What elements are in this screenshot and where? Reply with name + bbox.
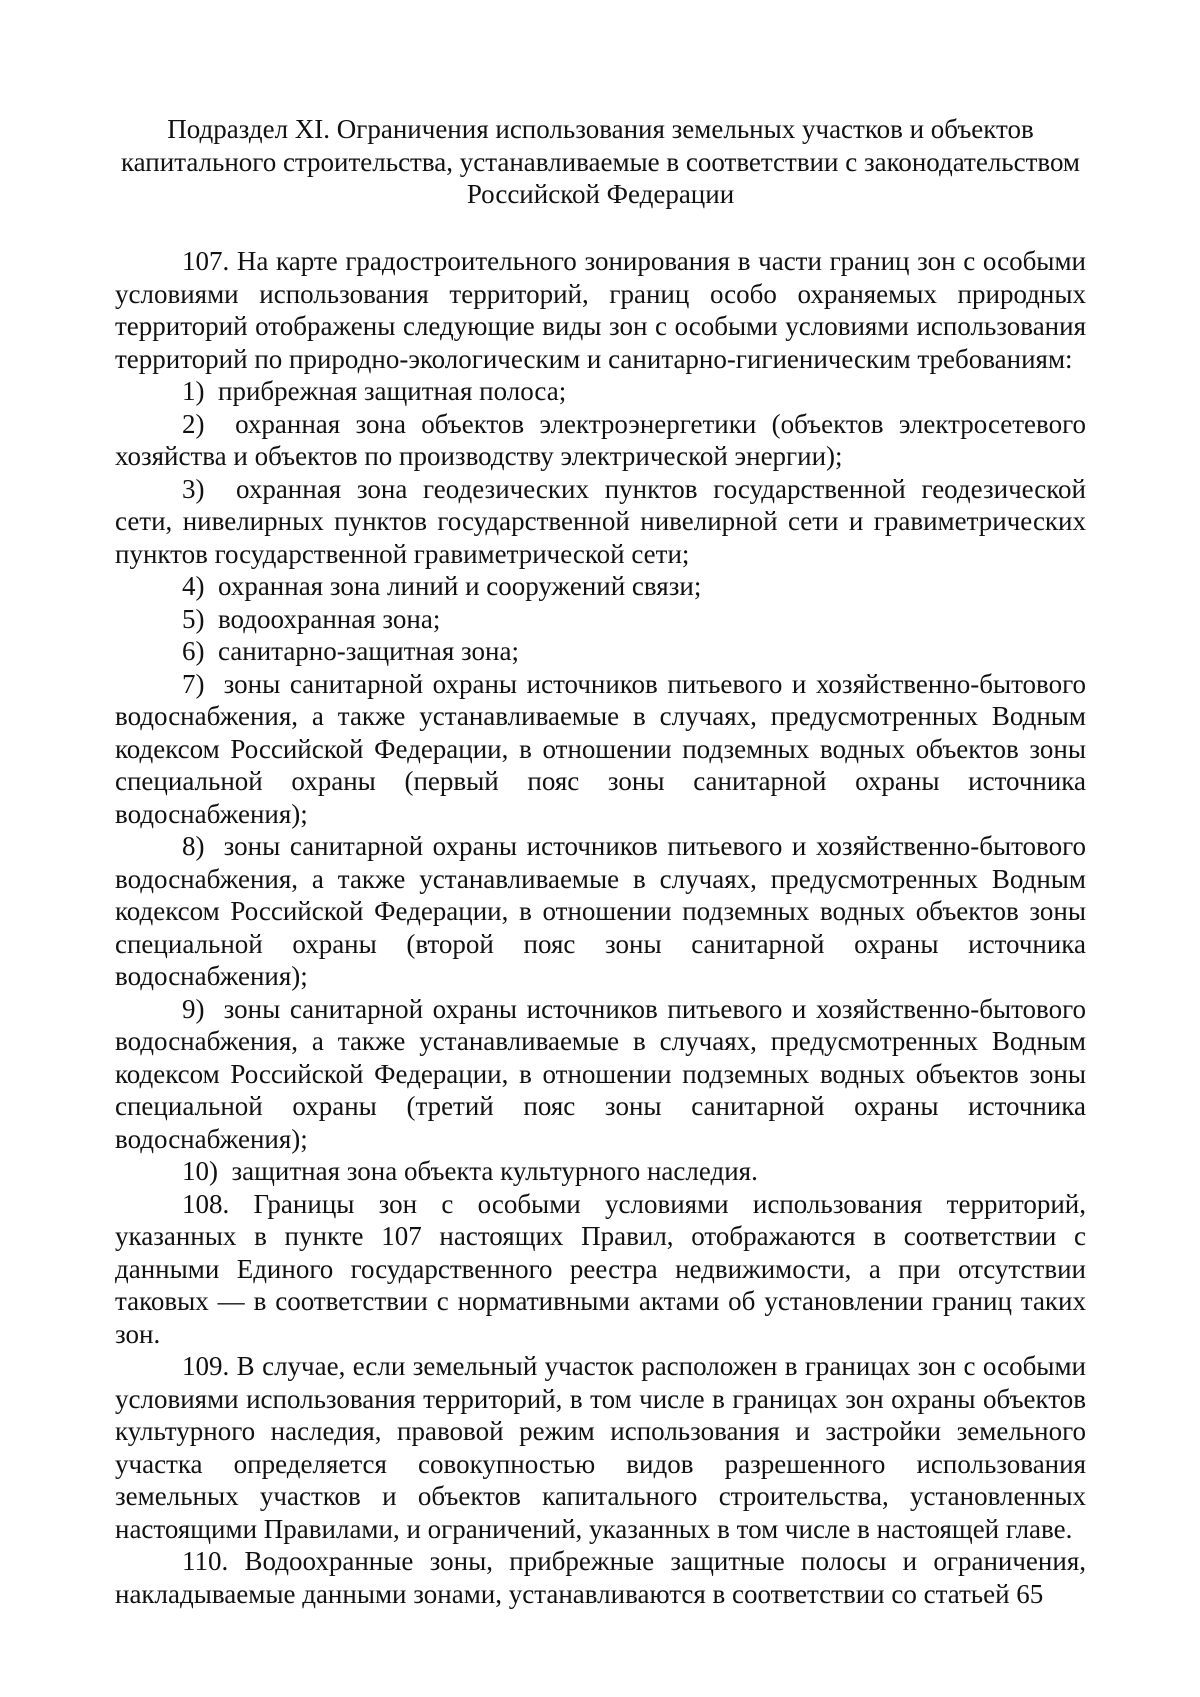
list-item-9: 9) зоны санитарной охраны источников питьевого и хозяйственно-бытового водоснабжения, а также устанавливаемые в случаях, предусмотренных Водным кодексом Российской Федерации, в отношении подземных водных объектов зоны специальной охраны (третий пояс зоны санитарной охраны источника водоснабжения); — [115, 993, 1086, 1154]
list-item-4: 4) охранная зона линий и сооружений связи; — [182, 571, 702, 601]
heading-line-2: капитального строительства, устанавливаемые в соответствии с законодательством — [120, 146, 1081, 177]
list-item-10: 10) защитная зона объекта культурного наследия. — [182, 1156, 758, 1186]
paragraph-108: 108. Границы зон с особыми условиями использования территорий, указанных в пункте 107 настоящих Правил, отображаются в соответствии с данными Единого государственного реестра недвижимости, а при отсутствии таковых — в соответствии с нормативными актами об установлении границ таких зон. — [115, 1188, 1086, 1349]
paragraph-107: 107. На карте градостроительного зонирования в части границ зон с особыми условиями использования территорий, границ особо охраняемых природных территорий отображены следующие виды зон с особыми условиями использования территорий по природно-экологическим и санитарно-гигиеническим требованиям: — [115, 246, 1086, 374]
list-item-6: 6) санитарно-защитная зона; — [182, 636, 519, 666]
list-item-8: 8) зоны санитарной охраны источников питьевого и хозяйственно-бытового водоснабжения, а также устанавливаемые в случаях, предусмотренных Водным кодексом Российской Федерации, в отношении подземных водных объектов зоны специальной охраны (второй пояс зоны санитарной охраны источника водоснабжения); — [115, 831, 1086, 991]
list-item-7: 7) зоны санитарной охраны источников питьевого и хозяйственно-бытового водоснабжения, а также устанавливаемые в случаях, предусмотренных Водным кодексом Российской Федерации, в отношении подземных водных объектов зоны специальной охраны (первый пояс зоны санитарной охраны источника водоснабжения); — [115, 668, 1086, 829]
list-item-2: 2) охранная зона объектов электроэнергетики (объектов электросетевого хозяйства и объектов по производству электрической энергии); — [115, 408, 1086, 471]
heading-line-1: Подраздел XI. Ограничения использования земельных участков и объектов — [167, 114, 1034, 144]
heading-line-3: Российской Федерации — [466, 179, 735, 209]
paragraph-109: 109. В случае, если земельный участок расположен в границах зон с особыми условиями использования территорий, в том числе в границах зон охраны объектов культурного наследия, правовой режим использования и застройки земельного участка определяется совокупностью видов разрешенного использования земельных участков и объектов капитального строительства, установленных настоящими Правилами, и ограничений, указанных в том числе в настоящей главе. — [115, 1351, 1086, 1544]
list-item-3: 3) охранная зона геодезических пунктов государственной геодезической сети, нивелирных пунктов государственной нивелирной сети и гравиметрических пунктов государственной гравиметрической сети; — [115, 473, 1086, 569]
list-item-1: 1) прибрежная защитная полоса; — [182, 376, 567, 406]
document-body — [115, 245, 1086, 1610]
paragraph-110: 110. Водоохранные зоны, прибрежные защитные полосы и ограничения, накладываемые данными зонами, устанавливаются в соответствии со статьей 65 — [115, 1546, 1086, 1609]
list-item-5: 5) водоохранная зона; — [182, 603, 441, 634]
section-heading — [115, 113, 1086, 211]
